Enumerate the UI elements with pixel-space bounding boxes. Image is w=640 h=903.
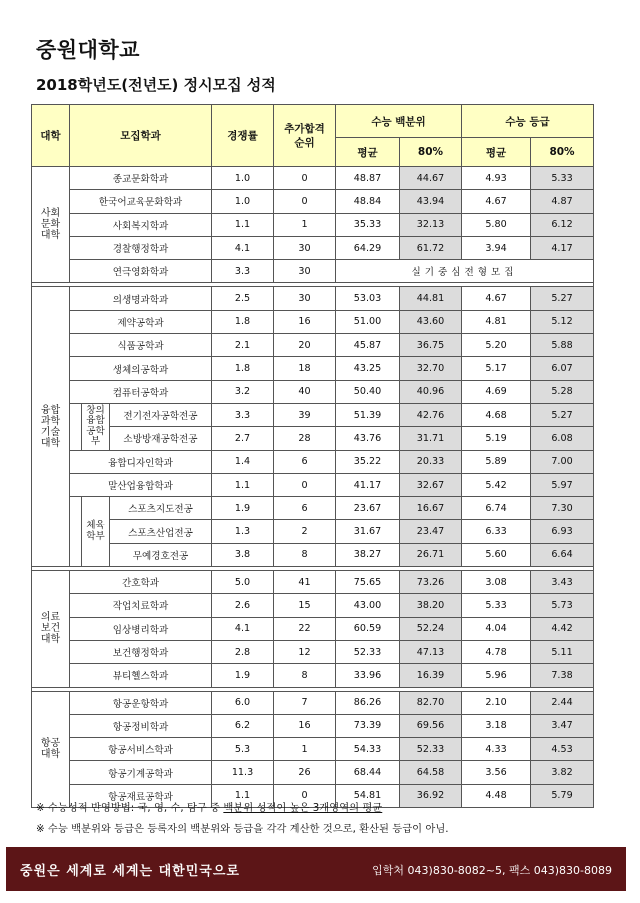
- grade-avg: 3.56: [462, 761, 531, 784]
- grade-80: 2.44: [531, 691, 594, 714]
- percentile-avg: 35.22: [336, 450, 400, 473]
- percentile-80: 32.13: [400, 213, 462, 236]
- percentile-80: 32.70: [400, 357, 462, 380]
- grade-80: 7.00: [531, 450, 594, 473]
- footer-contact: 입학처 043)830-8082~5, 팩스 043)830-8089: [372, 864, 612, 877]
- header-grade-avg: 평균: [462, 138, 531, 167]
- note-reflection-method: [36, 798, 449, 819]
- percentile-avg: 23.67: [336, 497, 400, 520]
- percentile-avg: 75.65: [336, 571, 400, 594]
- competition-rate: 1.8: [212, 357, 274, 380]
- table-row: [32, 543, 594, 566]
- percentile-80: 26.71: [400, 543, 462, 566]
- grade-avg: 5.42: [462, 473, 531, 496]
- dept-name: 스포츠산업전공: [110, 520, 212, 543]
- additional-rank: 18: [274, 357, 336, 380]
- dept-name: 항공재료공학과: [70, 784, 212, 807]
- percentile-80: 38.20: [400, 594, 462, 617]
- table-row: [32, 334, 594, 357]
- percentile-avg: 31.67: [336, 520, 400, 543]
- dept-name: 종교문화학과: [70, 167, 212, 190]
- grade-avg: 4.93: [462, 167, 531, 190]
- percentile-80: 36.92: [400, 784, 462, 807]
- percentile-avg: 33.96: [336, 664, 400, 687]
- notes: [36, 798, 449, 840]
- header-percentile: 수능 백분위: [336, 105, 462, 138]
- grade-avg: 6.74: [462, 497, 531, 520]
- header-grade-80: 80%: [531, 138, 594, 167]
- percentile-avg: 54.81: [336, 784, 400, 807]
- percentile-80: 43.60: [400, 310, 462, 333]
- division-name: 체육 학부: [82, 497, 110, 567]
- grade-80: 5.73: [531, 594, 594, 617]
- grade-avg: 4.04: [462, 617, 531, 640]
- competition-rate: 3.3: [212, 260, 274, 283]
- note-grade-calculation: ※ 수능 백분위와 등급은 등록자의 백분위와 등급을 각각 계산한 것으로, 환산된 등급이 아님.: [36, 823, 449, 835]
- additional-rank: 16: [274, 310, 336, 333]
- dept-name: 경찰행정학과: [70, 236, 212, 259]
- document-title: 2018학년도(전년도) 정시모집 성적: [36, 76, 276, 94]
- dept-name: 항공정비학과: [70, 714, 212, 737]
- percentile-80: 36.75: [400, 334, 462, 357]
- percentile-avg: 43.00: [336, 594, 400, 617]
- competition-rate: 11.3: [212, 761, 274, 784]
- additional-rank: 16: [274, 714, 336, 737]
- competition-rate: 2.7: [212, 427, 274, 450]
- admission-results-table: [31, 104, 594, 808]
- grade-80: 4.87: [531, 190, 594, 213]
- table-row: [32, 427, 594, 450]
- table-row: [32, 473, 594, 496]
- additional-rank: 1: [274, 738, 336, 761]
- table-row: [32, 403, 594, 426]
- grade-avg: 4.68: [462, 403, 531, 426]
- percentile-80: 52.24: [400, 617, 462, 640]
- grade-80: 5.12: [531, 310, 594, 333]
- percentile-avg: 52.33: [336, 640, 400, 663]
- header-additional-rank: 추가합격 순위: [274, 105, 336, 167]
- competition-rate: 3.2: [212, 380, 274, 403]
- competition-rate: 3.3: [212, 403, 274, 426]
- competition-rate: 2.1: [212, 334, 274, 357]
- dept-name: 컴퓨터공학과: [70, 380, 212, 403]
- dept-name: 의생명과학과: [70, 287, 212, 310]
- competition-rate: 5.0: [212, 571, 274, 594]
- grade-avg: 6.33: [462, 520, 531, 543]
- competition-rate: 1.9: [212, 497, 274, 520]
- dept-name: 제약공학과: [70, 310, 212, 333]
- dept-name: 생체의공학과: [70, 357, 212, 380]
- dept-name: 스포츠지도전공: [110, 497, 212, 520]
- grade-avg: 3.18: [462, 714, 531, 737]
- dept-name: 임상병리학과: [70, 617, 212, 640]
- additional-rank: 1: [274, 213, 336, 236]
- dept-name: 사회복지학과: [70, 213, 212, 236]
- percentile-avg: 38.27: [336, 543, 400, 566]
- grade-80: 3.43: [531, 571, 594, 594]
- dept-name: 연극영화학과: [70, 260, 212, 283]
- competition-rate: 1.1: [212, 213, 274, 236]
- grade-80: 6.07: [531, 357, 594, 380]
- dept-name: 전기전자공학전공: [110, 403, 212, 426]
- grade-avg: 5.96: [462, 664, 531, 687]
- table-row: [32, 450, 594, 473]
- sub-spacer: [70, 403, 82, 450]
- additional-rank: 0: [274, 190, 336, 213]
- additional-rank: 30: [274, 236, 336, 259]
- percentile-80: 82.70: [400, 691, 462, 714]
- table-row: [32, 357, 594, 380]
- table-row: [32, 236, 594, 259]
- additional-rank: 26: [274, 761, 336, 784]
- dept-name: 무예경호전공: [110, 543, 212, 566]
- competition-rate: 1.1: [212, 473, 274, 496]
- grade-80: 6.12: [531, 213, 594, 236]
- competition-rate: 6.2: [212, 714, 274, 737]
- table-row: [32, 260, 594, 283]
- header-percentile-avg: 평균: [336, 138, 400, 167]
- table-row: [32, 571, 594, 594]
- percentile-avg: 35.33: [336, 213, 400, 236]
- additional-rank: 22: [274, 617, 336, 640]
- grade-avg: 4.33: [462, 738, 531, 761]
- grade-avg: 5.89: [462, 450, 531, 473]
- additional-rank: 0: [274, 167, 336, 190]
- header-college: 대학: [32, 105, 70, 167]
- competition-rate: 2.8: [212, 640, 274, 663]
- grade-80: 5.27: [531, 287, 594, 310]
- grade-avg: 4.78: [462, 640, 531, 663]
- grade-80: 7.38: [531, 664, 594, 687]
- table-body: [32, 167, 594, 808]
- percentile-80: 16.67: [400, 497, 462, 520]
- grade-80: 5.33: [531, 167, 594, 190]
- grade-80: 3.47: [531, 714, 594, 737]
- grade-avg: 5.60: [462, 543, 531, 566]
- table-row: [32, 497, 594, 520]
- header-grade: 수능 등급: [462, 105, 594, 138]
- additional-rank: 15: [274, 594, 336, 617]
- dept-name: 항공서비스학과: [70, 738, 212, 761]
- additional-rank: 41: [274, 571, 336, 594]
- grade-80: 5.88: [531, 334, 594, 357]
- grade-80: 4.53: [531, 738, 594, 761]
- percentile-80: 61.72: [400, 236, 462, 259]
- table-row: [32, 167, 594, 190]
- table-row: [32, 287, 594, 310]
- additional-rank: 40: [274, 380, 336, 403]
- percentile-avg: 54.33: [336, 738, 400, 761]
- grade-80: 6.08: [531, 427, 594, 450]
- dept-name: 보건행정학과: [70, 640, 212, 663]
- grade-avg: 5.33: [462, 594, 531, 617]
- dept-name: 항공운항학과: [70, 691, 212, 714]
- competition-rate: 1.4: [212, 450, 274, 473]
- grade-80: 4.17: [531, 236, 594, 259]
- additional-rank: 2: [274, 520, 336, 543]
- grade-80: 5.28: [531, 380, 594, 403]
- grade-80: 4.42: [531, 617, 594, 640]
- grade-80: 5.79: [531, 784, 594, 807]
- competition-rate: 1.9: [212, 664, 274, 687]
- grade-80: 3.82: [531, 761, 594, 784]
- dept-name: 소방방재공학전공: [110, 427, 212, 450]
- additional-rank: 39: [274, 403, 336, 426]
- competition-rate: 4.1: [212, 617, 274, 640]
- dept-name: 식품공학과: [70, 334, 212, 357]
- table-row: [32, 738, 594, 761]
- competition-rate: 1.0: [212, 190, 274, 213]
- percentile-80: 16.39: [400, 664, 462, 687]
- dept-name: 뷰티헬스학과: [70, 664, 212, 687]
- competition-rate: 5.3: [212, 738, 274, 761]
- table-row: [32, 640, 594, 663]
- percentile-80: 31.71: [400, 427, 462, 450]
- header-percentile-80: 80%: [400, 138, 462, 167]
- grade-avg: 4.69: [462, 380, 531, 403]
- percentile-avg: 68.44: [336, 761, 400, 784]
- competition-rate: 1.8: [212, 310, 274, 333]
- university-name: 중원대학교: [36, 38, 140, 62]
- additional-rank: 8: [274, 664, 336, 687]
- table-row: [32, 691, 594, 714]
- grade-avg: 5.19: [462, 427, 531, 450]
- college-name: 의료 보건 대학: [32, 571, 70, 687]
- percentile-80: 69.56: [400, 714, 462, 737]
- percentile-80: 32.67: [400, 473, 462, 496]
- additional-rank: 8: [274, 543, 336, 566]
- additional-rank: 6: [274, 497, 336, 520]
- competition-rate: 1.0: [212, 167, 274, 190]
- competition-rate: 1.1: [212, 784, 274, 807]
- dept-name: 간호학과: [70, 571, 212, 594]
- percentile-avg: 73.39: [336, 714, 400, 737]
- table-row: [32, 520, 594, 543]
- competition-rate: 3.8: [212, 543, 274, 566]
- percentile-80: 47.13: [400, 640, 462, 663]
- note-reflection-underlined: 백분위 성적이 높은 3개영역의 평균: [223, 802, 383, 814]
- percentile-80: 20.33: [400, 450, 462, 473]
- percentile-avg: 43.76: [336, 427, 400, 450]
- percentile-avg: 60.59: [336, 617, 400, 640]
- table-row: [32, 594, 594, 617]
- additional-rank: 7: [274, 691, 336, 714]
- percentile-avg: 51.39: [336, 403, 400, 426]
- percentile-80: 44.67: [400, 167, 462, 190]
- table-row: [32, 761, 594, 784]
- competition-rate: 2.6: [212, 594, 274, 617]
- additional-rank: 30: [274, 260, 336, 283]
- grade-80: 6.93: [531, 520, 594, 543]
- additional-rank: 0: [274, 784, 336, 807]
- sub-spacer: [70, 497, 82, 567]
- percentile-avg: 45.87: [336, 334, 400, 357]
- grade-80: 5.11: [531, 640, 594, 663]
- percentile-avg: 43.25: [336, 357, 400, 380]
- dept-name: 항공기계공학과: [70, 761, 212, 784]
- percentile-80: 73.26: [400, 571, 462, 594]
- footer-slogan: 중원은 세계로 세계는 대한민국으로: [20, 864, 240, 879]
- additional-rank: 28: [274, 427, 336, 450]
- additional-rank: 0: [274, 473, 336, 496]
- grade-avg: 5.20: [462, 334, 531, 357]
- grade-avg: 4.67: [462, 190, 531, 213]
- dept-name: 융합디자인학과: [70, 450, 212, 473]
- table-row: [32, 213, 594, 236]
- percentile-avg: 51.00: [336, 310, 400, 333]
- header-dept: 모집학과: [70, 105, 212, 167]
- additional-rank: 20: [274, 334, 336, 357]
- grade-80: 5.27: [531, 403, 594, 426]
- additional-rank: 30: [274, 287, 336, 310]
- competition-rate: 2.5: [212, 287, 274, 310]
- college-name: 융합 과학 기술 대학: [32, 287, 70, 567]
- percentile-80: 23.47: [400, 520, 462, 543]
- college-name: 항공 대학: [32, 691, 70, 807]
- grade-avg: 5.80: [462, 213, 531, 236]
- additional-rank: 12: [274, 640, 336, 663]
- grade-avg: 4.48: [462, 784, 531, 807]
- note-reflection-text: ※ 수능성적 반영방법: 국, 영, 수, 탐구 중: [36, 802, 224, 814]
- grade-avg: 2.10: [462, 691, 531, 714]
- table-row: [32, 664, 594, 687]
- grade-80: 6.64: [531, 543, 594, 566]
- percentile-avg: 86.26: [336, 691, 400, 714]
- percentile-avg: 53.03: [336, 287, 400, 310]
- table-row: [32, 190, 594, 213]
- dept-name: 한국어교육문화학과: [70, 190, 212, 213]
- percentile-avg: 64.29: [336, 236, 400, 259]
- grade-avg: 5.17: [462, 357, 531, 380]
- table-row: [32, 714, 594, 737]
- additional-rank: 6: [274, 450, 336, 473]
- practical-exam-note: 실기중심전형모집: [336, 260, 594, 283]
- grade-80: 7.30: [531, 497, 594, 520]
- grade-avg: 3.08: [462, 571, 531, 594]
- percentile-80: 64.58: [400, 761, 462, 784]
- percentile-80: 40.96: [400, 380, 462, 403]
- header-competition-rate: 경쟁률: [212, 105, 274, 167]
- competition-rate: 1.3: [212, 520, 274, 543]
- grade-avg: 4.81: [462, 310, 531, 333]
- dept-name: 작업치료학과: [70, 594, 212, 617]
- percentile-80: 42.76: [400, 403, 462, 426]
- percentile-avg: 41.17: [336, 473, 400, 496]
- competition-rate: 6.0: [212, 691, 274, 714]
- percentile-avg: 50.40: [336, 380, 400, 403]
- percentile-80: 44.81: [400, 287, 462, 310]
- table-row: [32, 310, 594, 333]
- table-row: [32, 380, 594, 403]
- division-name: 창의 융합 공학부: [82, 403, 110, 450]
- percentile-avg: 48.84: [336, 190, 400, 213]
- table-row: [32, 617, 594, 640]
- grade-avg: 4.67: [462, 287, 531, 310]
- percentile-avg: 48.87: [336, 167, 400, 190]
- percentile-80: 43.94: [400, 190, 462, 213]
- college-name: 사회 문화 대학: [32, 167, 70, 283]
- grade-avg: 3.94: [462, 236, 531, 259]
- dept-name: 말산업융합학과: [70, 473, 212, 496]
- grade-80: 5.97: [531, 473, 594, 496]
- competition-rate: 4.1: [212, 236, 274, 259]
- percentile-80: 52.33: [400, 738, 462, 761]
- footer-banner: [6, 847, 626, 891]
